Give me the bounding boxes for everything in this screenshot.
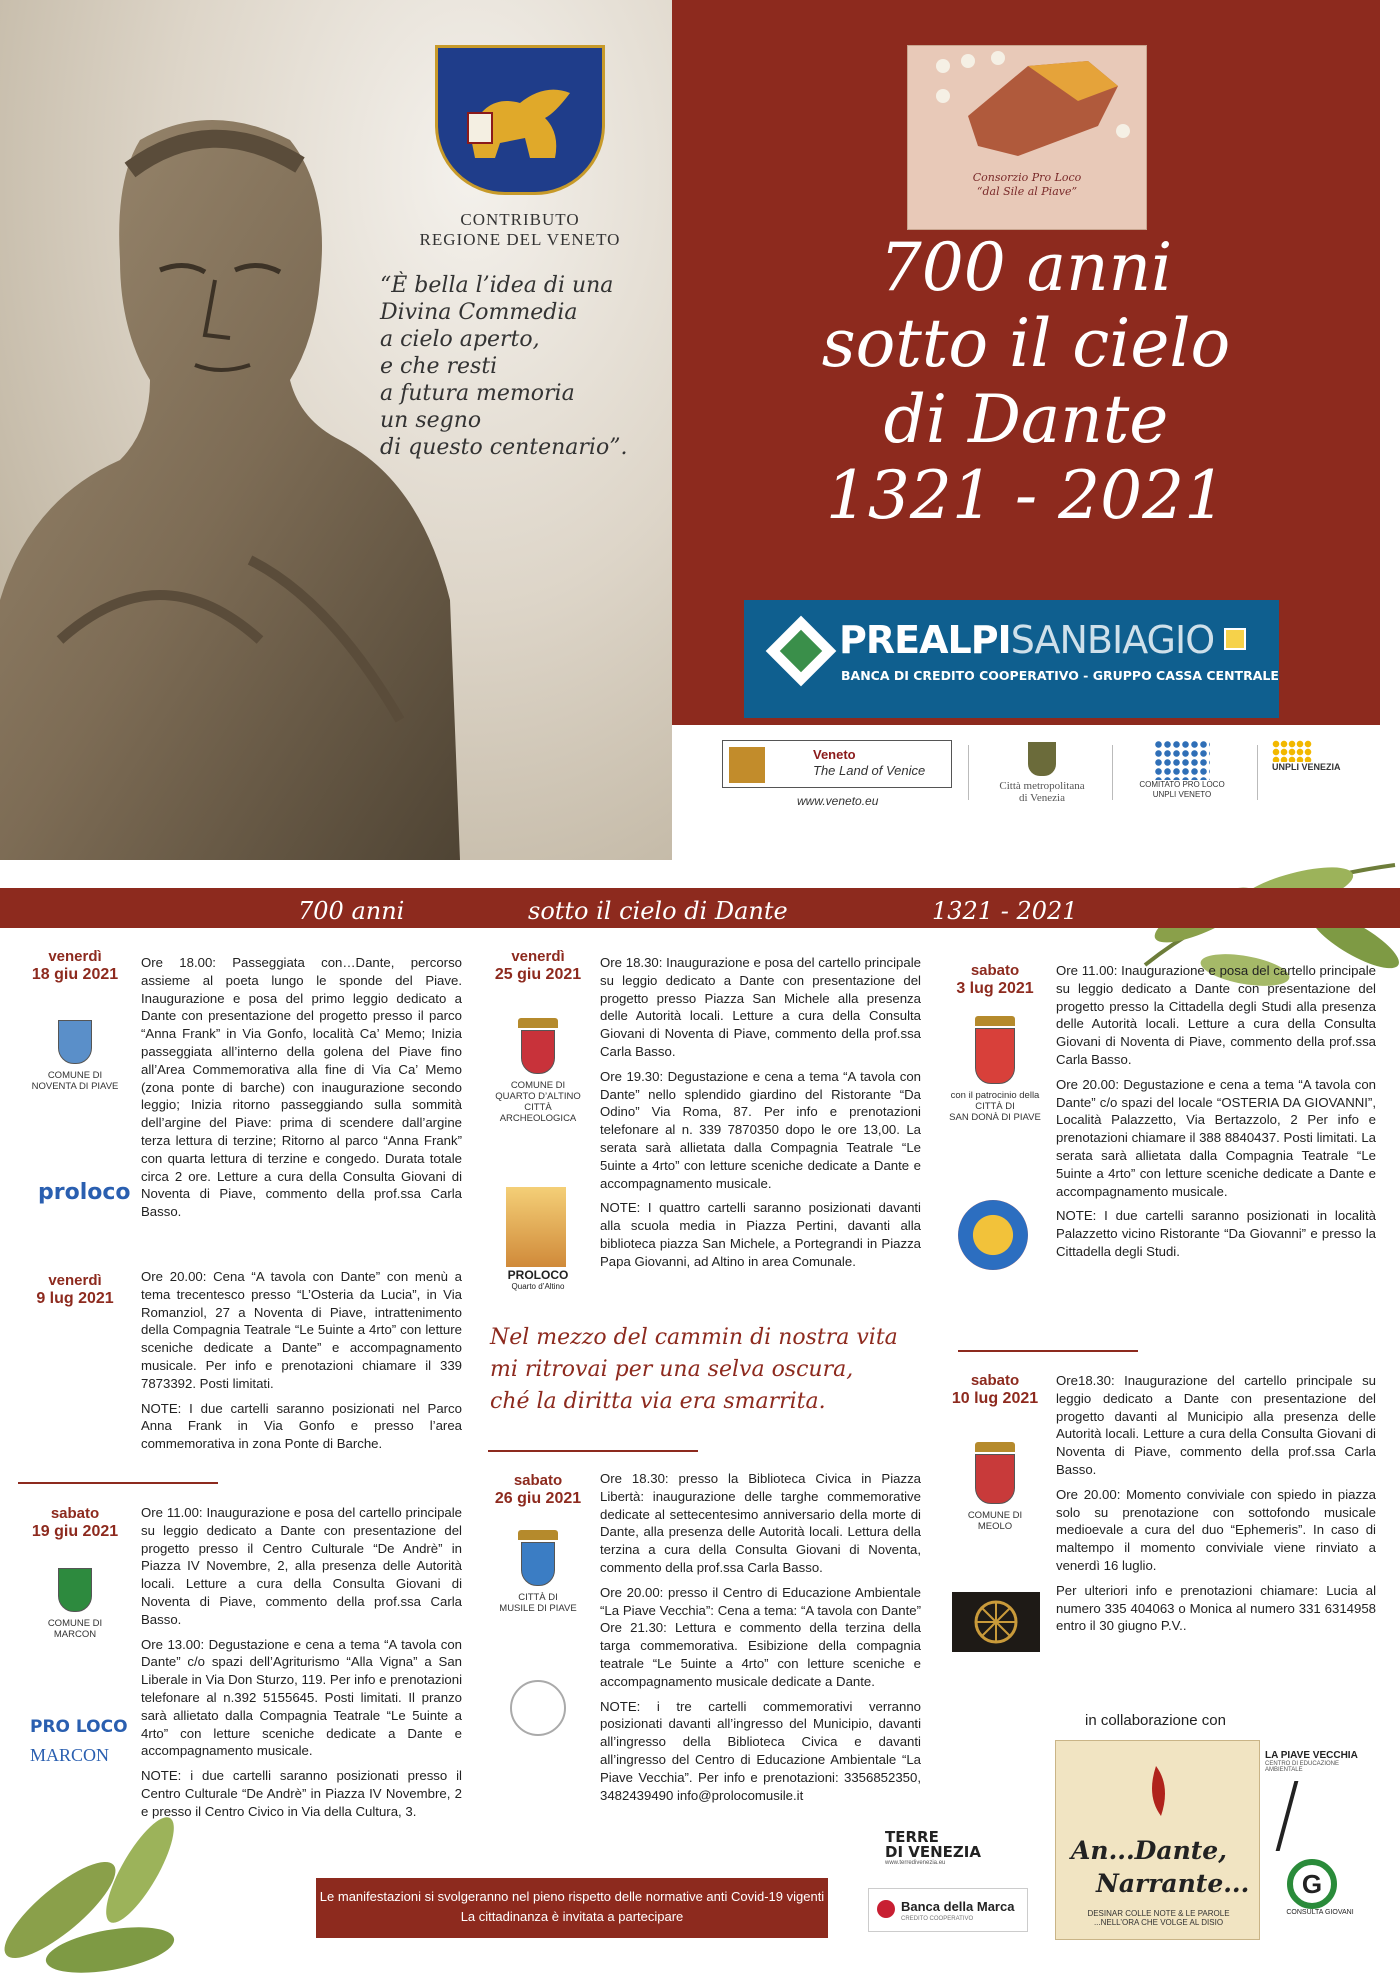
consorzio-map: Consorzio Pro Loco “dal Sile al Piave”: [907, 45, 1147, 230]
region-map-icon: [908, 46, 1148, 166]
proloco-marcon-logo: PRO LOCO: [30, 1717, 128, 1737]
proloco-san-dona-logo: [958, 1200, 1028, 1270]
an-dante-narrante-logo: An...Dante, Narrante... DESINAR COLLE NOTE & LE PAROLE ...NELL’ORA CHE VOLGE AL DISIO: [1055, 1740, 1260, 1940]
coat-of-arms-icon: [58, 1568, 92, 1612]
dante-statue-image: [0, 80, 460, 860]
comune-meolo: COMUNE DI MEOLO: [945, 1442, 1045, 1532]
regione-veneto-crest: [435, 45, 605, 195]
consulta-giovani-icon: G: [1287, 1859, 1337, 1909]
event-date-25giu: venerdì 25 giu 2021: [494, 948, 582, 983]
proloco-quarto-altino: PROLOCO Quarto d’Altino: [507, 1268, 569, 1291]
sponsor-band: [672, 725, 1380, 825]
bay-leaves-decoration: [0, 1760, 250, 1974]
bank-subtitle: BANCA DI CREDITO COOPERATIVO - GRUPPO CASSA CENTRALE: [841, 668, 1279, 683]
event-text-10lug: Ore18.30: Inaugurazione del cartello principale su leggio dedicato a Dante con presentazione del progetto davanti al Municipio alla presenza delle Autorità locali. Letture a cura della Consulta Giovani di Noventa di Piave, commento della prof.ssa Carla Basso. Ore 20.00: Momento conviviale con spiedo in piazza solo su prenotazione con sottofondo musicale medioevale a cura del duo “Ephemeris”. In caso di maltempo il momento conviviale viene rinviato a venerdì 16 luglio. Per ulteriori info e prenotazioni chiamare: Lucia al numero 335 404063 o Monica al numero 331 6314958 entro il 30 giugno P.V..: [1056, 1373, 1376, 1634]
ribbon-text-cielo: sotto il cielo di Dante: [528, 897, 788, 925]
coat-of-arms-icon: [521, 1542, 555, 1586]
citta-metropolitana-logo: Città metropolitana di Venezia: [987, 740, 1097, 812]
event-text-26giu: Ore 18.30: presso la Biblioteca Civica in Piazza Libertà: inaugurazione delle targhe commemorative dedicate al settecentesimo anniversario della morte di Dante, alla presenza delle Autorità locali. Lettura della terzina a cura della Consulta Giovani di Noventa, commento della prof.ssa Carla Basso. Ore 20.00: presso il Centro di Educazione Ambientale “La Piave Vecchia”: Cena a tema: “A tavola con Dante” Ore 21.30: Lettura e commento della terzina della targa commemorativa. Esibizione della compagnia teatrale “Le 5uinte a 4rto” con letture sceniche e accompagnamento musicale dedicate a Dante. NOTE: i tre cartelli commemorativi verranno posizionati davanti all’ingresso del Municipio, davanti all’ingresso della Biblioteca Civica e davanti all’ingresso del Centro di Educazione Ambientale “La Piave Vecchia”. Per info e prenotazioni: 3356852350, 3482439490 info@prolocomusile.it: [600, 1471, 921, 1803]
event-date-26giu: sabato 26 giu 2021: [494, 1472, 582, 1507]
coat-of-arms-icon: [58, 1020, 92, 1064]
crown-icon: [518, 1530, 558, 1540]
event-text-9lug: Ore 20.00: Cena “A tavola con Dante” con menù a tema trecentesco presso “L’Osteria da Lucia”, in Via Romanziol, 27 a Noventa di Piave, intrattenimento della Compagnia Teatrale “Le 5uinte a 4rto” con letture sceniche dedicate a Dante” e accompagnamento musicale. Per info e prenotazioni chiamare il 339 7873392. Posti limitati. NOTE: I due cartelli saranno posizionati nel Parco Anna Frank in Via Gonfo e presso l’area commemorativa in zona Ponte di Barche.: [141, 1269, 462, 1452]
shield-icon: [1028, 742, 1056, 776]
event-text-3lug: Ore 11.00: Inaugurazione e posa del cartello principale su leggio dedicato a Dante con presentazione del progetto presso la Cittadella degli Studi alla presenza delle Autorità locali. Letture a cura della Consulta Giovani di Noventa di Piave, commento della prof.ssa Carla Basso. Ore 20.00: Degustazione e cena a tema “A tavola con Dante” c/o spazi del locale “OSTERIA DA GIOVANNI”, Località Palazzetto, Via Bertazzolo, 2 Per info e prenotazioni chiamare il 388 8840437. Posti limitati. La serata sarà allietata dalla Compagnia Teatrale “Le 5uinte a 4rto” con letture sceniche dedicate a Dante e accompagnamento musicale. NOTE: I due cartelli saranno posizionati in località Palazzetto vicino Ristorante “Da Giovanni” e presso la Cittadella degli Studi.: [1056, 963, 1376, 1259]
crown-icon: [975, 1016, 1015, 1026]
bank-square-icon: [1224, 628, 1246, 650]
comune-marcon: COMUNE DI MARCON: [25, 1568, 125, 1640]
unpli-venezia-logo: UNPLI VENEZIA: [1272, 740, 1372, 812]
dots-icon: [1154, 740, 1210, 780]
crown-icon: [975, 1442, 1015, 1452]
crown-icon: [518, 1018, 558, 1028]
banca-della-marca-logo: Banca della Marca CREDITO COOPERATIVO: [868, 1888, 1028, 1932]
event-text-19giu: Ore 11.00: Inaugurazione e posa del cartello principale su leggio dedicato a Dante con presentazione del progetto presso il Centro Culturale “De Andrè” in Piazza IV Novembre, 2, alla presenza delle Autorità locali. Letture a cura della Consulta Giovani di Noventa di Piave, commento della prof.ssa Carla Basso. Ore 13.00: Degustazione e cena a tema “A tavola con Dante” c/o spazi dell’Agriturismo “Alla Vigna” a San Liberale in Via Don Sturzo, 119. Per info e prenotazioni telefonare al n.392 5155645. Posti limitati. Il pranzo sarà allietato dalla Compagnia Teatrale “Le 5uinte a 4rto” con letture sceniche dedicate a Dante e accompagnamento musicale. NOTE: i due cartelli saranno posizionati presso il Centro Culturale “De Andrè” in Piazza IV Novembre, 2 e presso il Centro Civico in Via della Cultura, 3.: [141, 1505, 462, 1819]
divider: [18, 1482, 218, 1484]
collaboration-label: in collaborazione con: [1085, 1712, 1226, 1729]
ribbon-text-anni: 700 anni: [298, 897, 405, 925]
dots-icon: [1272, 740, 1312, 762]
dante-statue-panel: [0, 0, 672, 860]
title-panel: [672, 0, 1380, 725]
coat-of-arms-icon: [975, 1454, 1015, 1504]
dante-quote: “È bella l’idea di una Divina Commedia a cielo aperto, e che resti a futura memoria un segno di questo centenario”.: [380, 273, 628, 460]
unpli-veneto-logo: COMITATO PRO LOCO UNPLI VENETO: [1127, 740, 1237, 812]
coat-of-arms-icon: [521, 1030, 555, 1074]
proloco-marcon-name: MARCON: [30, 1745, 110, 1765]
chili-icon: [1126, 1761, 1186, 1821]
coat-of-arms-icon: [975, 1028, 1015, 1084]
inferno-verse: Nel mezzo del cammin di nostra vita mi ritrovai per una selva oscura, ché la diritta via era smarrita.: [490, 1325, 898, 1414]
comune-quarto-altino: COMUNE DI QUARTO D’ALTINO CITTÀ ARCHEOLOGICA: [488, 1018, 588, 1124]
bank-diamond-icon: [766, 616, 837, 687]
lion-icon: [729, 747, 765, 783]
winged-lion-icon: [460, 73, 580, 168]
event-date-18giu: venerdì 18 giu 2021: [31, 948, 119, 983]
veneto-land-of-venice-logo: Veneto The Land of Venice www.veneto.eu: [722, 740, 952, 812]
divider: [488, 1450, 698, 1452]
event-date-10lug: sabato 10 lug 2021: [951, 1372, 1039, 1407]
event-text-25giu: Ore 18.30: Inaugurazione e posa del cartello principale su leggio dedicato a Dante con presentazione del progetto presso Piazza San Michele alla presenza delle Autorità locali. Letture a cura della Consulta Giovani di Noventa di Piave, commento della prof.ssa Carla Basso. Ore 19.30: Degustazione e cena a tema “A tavola con Dante” nello splendido giardino del Ristorante “Da Odino” Via Roma, 87. Per info e prenotazioni telefonare al n. 339 7870350 dopo le ore 13,00. La serata sarà allietata dalla Compagnia Teatrale “Le 5uinte a 4rto” con letture sceniche dedicate a Dante e accompagnamento musicale. NOTE: I quattro cartelli saranno posizionati davanti alla scuola media in Piazza Pertini, davanti alla biblioteca piazza San Michele, a Portegrandi in Piazza Papa Giovanni, ad Altino in area Comunale.: [600, 955, 921, 1269]
contributo-regione-label: CONTRIBUTO REGIONE DEL VENETO: [419, 210, 621, 249]
divider: [958, 1350, 1138, 1352]
la-piave-vecchia-logo: LA PIAVE VECCHIA CENTRO DI EDUCAZIONE AMBIENTALE G CONSULTA GIOVANI: [1265, 1750, 1358, 1916]
event-date-19giu: sabato 19 giu 2021: [31, 1505, 119, 1540]
comune-san-dona: con il patrocinio della CITTÀ DI SAN DONÀ DI PIAVE: [945, 1016, 1045, 1123]
hero-banner: [0, 0, 1400, 860]
terre-di-venezia-logo: TERRE DI VENEZIA www.terredivenezia.eu: [885, 1828, 981, 1866]
event-date-9lug: venerdì 9 lug 2021: [36, 1272, 114, 1307]
covid-notice: Le manifestazioni si svolgeranno nel pieno rispetto delle normative anti Covid-19 vigenti La cittadinanza è invitata a partecipare: [316, 1878, 828, 1938]
proloco-noventa-logo: proloco: [38, 1180, 131, 1205]
bank-icon: [877, 1900, 895, 1918]
event-text-18giu: Ore 18.00: Passeggiata con…Dante, percorso assieme al poeta lungo le sponde del Piave. Inaugurazione e posa del primo leggio dedicato a Dante con presentazione del progetto presso il parco “Anna Frank” in Via Gonfo, località Ca’ Memo; Inizia passeggiata all’interno della golena del Piave fino all’Area Commemorativa alla fine di Via Ca’ Memo (zona ponte di barche) con inaugurazione secondo leggio; Inizia ritorno passeggiando sulla sommità dell’argine del Piave: prima di scendere dall’argine terza lettura di terzine; Ritorno al parco “Anna Frank” con quarta lettura di terzine e congedo. Durata totale circa 2 ore. Letture a cura della Consulta Giovani di Noventa di Piave, commento della prof.ssa Carla Basso.: [141, 955, 462, 1220]
altino-tower-image: [506, 1187, 566, 1267]
comune-musile: CITTÀ DI MUSILE DI PIAVE: [488, 1530, 588, 1614]
ephemeris-wheel-image: [952, 1592, 1040, 1652]
page-title: 700 anni sotto il cielo di Dante 1321 - 2021: [821, 229, 1231, 534]
comune-noventa: COMUNE DI NOVENTA DI PIAVE: [25, 1020, 125, 1092]
event-date-3lug: sabato 3 lug 2021: [956, 962, 1034, 997]
ribbon-text-years: 1321 - 2021: [932, 897, 1078, 925]
wheel-icon: [952, 1592, 1040, 1652]
proloco-musile-seal: [510, 1680, 566, 1736]
dancer-icon: [1276, 1781, 1355, 1851]
prealpi-sanbiagio-logo: PREALPISANBIAGIO BANCA DI CREDITO COOPERATIVO - GRUPPO CASSA CENTRALE: [744, 600, 1279, 718]
